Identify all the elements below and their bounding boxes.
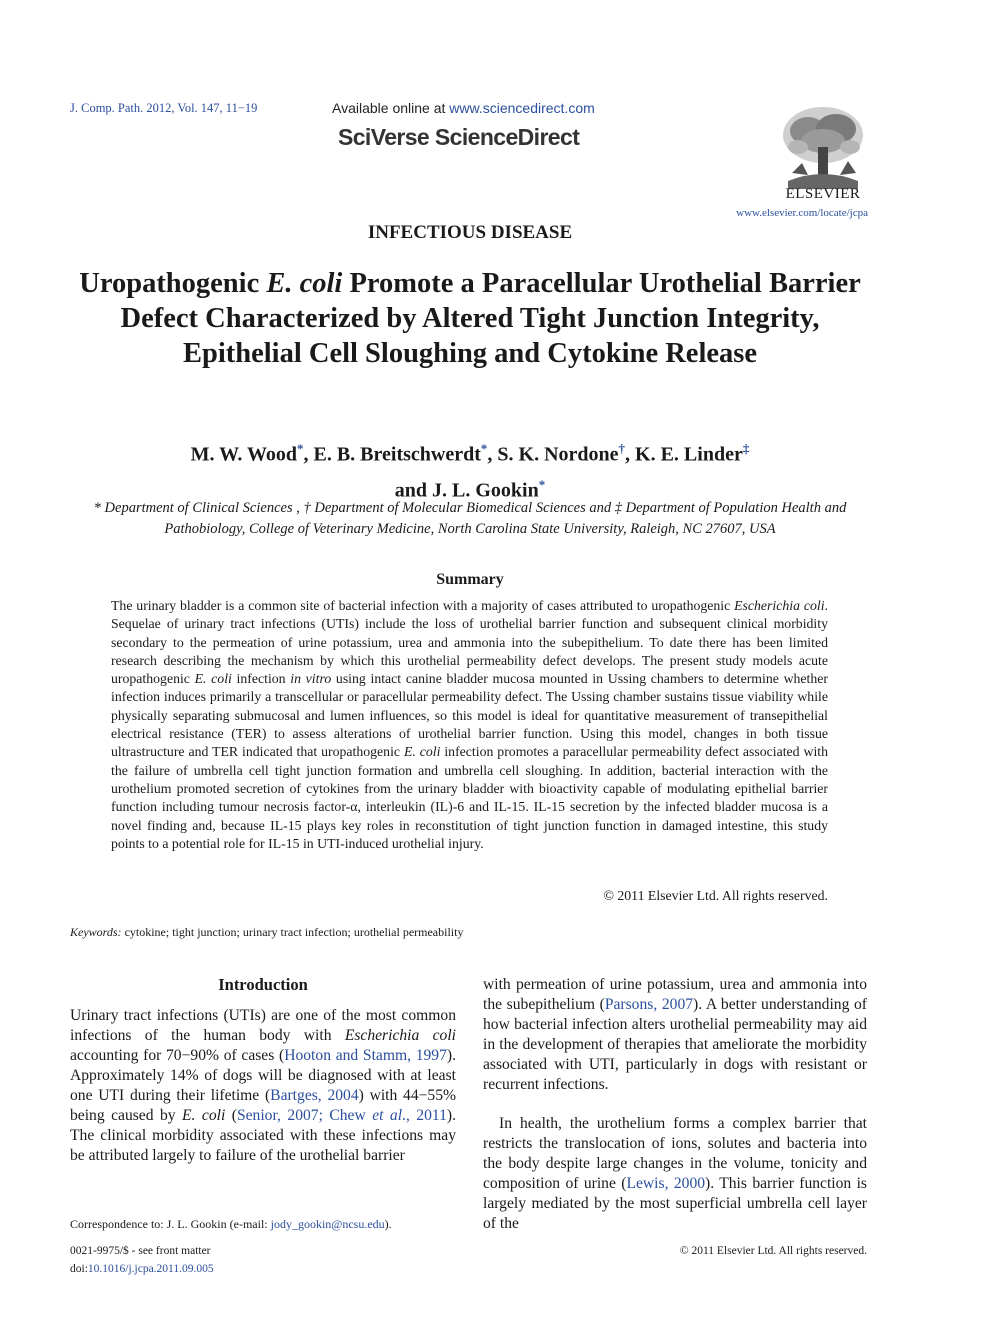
author-list [70,434,870,505]
intro-text: ). The clinical morbidity associated with these infections may be attributed largely to failure of the urothelial barrier [70,1107,456,1164]
intro-text: In health, the urothelium forms a complex barrier that restricts the translocation of ions, solutes and bacteria into the body despite large changes in the volume, tonicity and composition of urine ( [483,1115,867,1192]
citation-text: Senior, 2007; Chew [236,1107,373,1124]
author-breitschwerdt: , E. B. Breitschwerdt [303,443,481,466]
summary-text-part: The urinary bladder is a common site of bacterial infection with a majority of cases attributed to uropathogenic [111,598,735,613]
intro-text: ( [225,1107,237,1124]
issn-line: 0021-9975/$ - see front matter [70,1245,211,1257]
summary-italic: E. coli [194,671,232,687]
summary-heading: Summary [436,571,504,588]
author-linder: , K. E. Linder [625,443,743,466]
elsevier-tree-logo-icon [778,103,868,189]
doi-label: doi: [70,1263,88,1275]
author-nordone: , S. K. Nordone [487,443,619,466]
keywords-label: Keywords: [70,925,122,939]
summary-italic: E. coli [403,744,441,760]
title-part-2: Promote a Paracellular Urothelial Barrier Defect Characterized by Altered Tight Junction Integrity, Epithelial Cell Sloughing and Cytokine Release [120,268,861,369]
keywords [70,925,463,940]
intro-text: accounting for 70−90% of cases ( [70,1047,285,1064]
introduction-paragraph-2 [483,1114,867,1234]
title-italic: E. coli [266,268,343,299]
doi-link[interactable]: 10.1016/j.jcpa.2011.09.005 [87,1263,214,1275]
citation-text: ., 2011 [402,1107,447,1124]
citation-link[interactable]: Lewis, 2000 [626,1175,706,1192]
citation-link[interactable] [237,1107,447,1124]
correspondence-text: ). [384,1217,392,1231]
summary-text [111,597,828,853]
doi-line [70,1263,214,1275]
intro-text: with permeation of urine potassium, urea and ammonia into the subepithelium ( [483,976,867,1013]
title-part-1: Uropathogenic [79,268,267,299]
summary-italic: in vitro [290,671,332,687]
intro-text: ) with 44−55% being caused by [70,1087,457,1124]
introduction-paragraph-1 [70,1006,456,1166]
summary-italic: Escherichia coli [734,598,825,613]
journal-reference: J. Comp. Path. 2012, Vol. 147, 11−19 [70,101,258,115]
affiliation-mark[interactable]: † [618,441,626,456]
author-wood: M. W. Wood [190,443,297,466]
affiliation-mark[interactable]: * [297,441,304,456]
citation-link[interactable]: Bartges, 2004 [270,1087,359,1104]
summary-text-part: infection [231,671,291,687]
intro-text: ). A better understanding of how bacterial infection alters urothelial permeability may aid in the development of therapies that ameliorate the morbidity associated with UTI, particularly in dogs with resistant or recurrent infections. [483,996,867,1093]
sciencedirect-logo: SciVerse ScienceDirect [338,124,580,150]
citation-link[interactable]: Hooton and Stamm, 1997 [284,1047,447,1064]
author-gookin: and J. L. Gookin [394,479,539,502]
correspondence-note [70,1217,392,1232]
affiliation-mark[interactable]: * [480,441,488,456]
introduction-heading: Introduction [218,975,308,994]
intro-italic: E. coli [182,1107,226,1124]
summary-copyright: © 2011 Elsevier Ltd. All rights reserved. [603,888,828,903]
citation-italic: et al [372,1107,403,1124]
intro-text: Urinary tract infections (UTIs) are one of the most common infections of the human body with [70,1007,456,1044]
sciencedirect-link[interactable]: www.sciencedirect.com [449,100,595,116]
available-online-label: Available online at [332,100,450,116]
introduction-paragraph-1-continued [483,975,867,1095]
journal-url-link[interactable]: www.elsevier.com/locate/jcpa [736,207,868,219]
affiliation-mark[interactable]: * [538,476,546,492]
footer-copyright: © 2011 Elsevier Ltd. All rights reserved. [679,1245,867,1257]
affiliations: * Department of Clinical Sciences , † Department of Molecular Biomedical Sciences and ‡ Department of Population Health and Pathobiology, College of Veterinary Medicine, North Carolina State University, Raleigh, NC 27607, USA [93,500,847,537]
affiliation-mark[interactable]: ‡ [742,441,750,456]
email-link[interactable]: jody_gookin@ncsu.edu [270,1217,385,1231]
citation-link[interactable]: Parsons, 2007 [604,996,694,1013]
summary-text-part: infection promotes a paracellular permeability defect associated with the failure of umbrella cell tight junction formation and umbrella cell sloughing. In addition, bacterial interaction with the urothelium promoted secretion of cytokines from the urinary bladder with bioactivity capable of modulating epithelial barrier function including tumour necrosis factor-α, interleukin (IL)-6 and IL-15. IL-15 secretion by the infected bladder mucosa is a novel finding and, because IL-15 plays key roles in reconstitution of tight junction function in damaged intestine, this study points to a potential role for IL-15 in UTI-induced urothelial injury. [111,744,829,851]
intro-text: ). This barrier function is largely mediated by the most superficial umbrella cell layer of the [483,1175,868,1232]
available-online-line [332,100,595,116]
elsevier-wordmark: ELSEVIER [785,186,861,202]
summary-text-part: using intact canine bladder mucosa mounted in Ussing chambers to determine whether infection induces primarily a transcellular or paracellular permeability defect. The Ussing chamber sustains tissue viability while physically separating submucosal and lumen influences, so this model is ideal for quantitative measurement of transepithelial electrical resistance (TER) to assess alterations of urothelial barrier function. Using this model, changes in both tissue ultrastructure and TER indicated that uropathogenic [111,671,829,760]
keywords-text: cytokine; tight junction; urinary tract infection; urothelial permeability [121,925,464,939]
intro-italic: Escherichia coli [344,1027,456,1044]
article-title [70,266,870,371]
intro-text: ). Approximately 14% of dogs will be diagnosed with at least one UTI during their lifetime ( [70,1047,456,1104]
section-heading: INFECTIOUS DISEASE [367,222,573,243]
summary-text-part: . Sequelae of urinary tract infections (UTIs) include the loss of urothelial barrier function and subsequent clinical morbidity secondary to the permeation of urine potassium, urea and ammonia into the subepithelium. To date there has been limited research describing the mechanism by which this urothelial permeability defect develops. The present study models acute uropathogenic [111,598,828,687]
correspondence-text: Correspondence to: J. L. Gookin (e-mail: [70,1217,271,1231]
